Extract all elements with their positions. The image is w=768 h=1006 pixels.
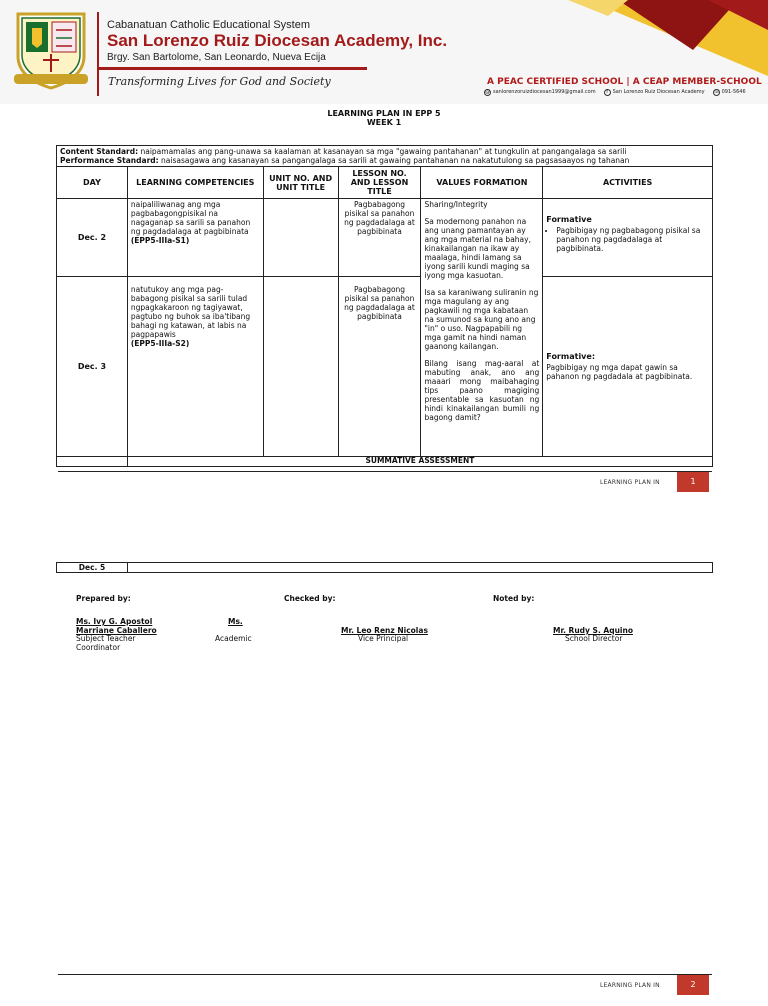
- competency-text: natutukoy ang mga pag-babagong pisikal sa sarili tulad ngpagkakaroon ng tagiyawat, pagtubo ng buhok sa iba'tibang bahagi ng katawan, at labis na pagpapawis: [130, 285, 251, 339]
- col-day: DAY: [57, 167, 128, 199]
- footer-label: LEARNING PLAN IN: [600, 982, 660, 989]
- content-standard-text: naipamamalas ang pang-unawa sa kaalaman at kasanayan sa mga "gawaing pantahanan" at tungkulin at pangangalaga sa sarili: [138, 147, 627, 156]
- activity-title: Formative: [546, 215, 592, 224]
- letterhead: [0, 0, 768, 104]
- activity-item: Pagbibigay ng mga dapat gawin sa pahanon ng pagdadala at pagbibinata.: [546, 363, 693, 381]
- learning-plan-table: [56, 145, 713, 467]
- table-row: [57, 199, 713, 277]
- coordinator-name: Marriane Caballero: [76, 626, 157, 635]
- school-address: Brgy. San Bartolome, San Leonardo, Nueva Ecija: [107, 52, 326, 63]
- col-competencies: LEARNING COMPETENCIES: [127, 167, 263, 199]
- school-name: San Lorenzo Ruiz Diocesan Academy, Inc.: [107, 31, 448, 50]
- activities-cell: [543, 199, 713, 277]
- col-lesson: LESSON NO. AND LESSON TITLE: [338, 167, 421, 199]
- header-rule: [97, 67, 367, 70]
- noted-label: Noted by:: [493, 594, 535, 603]
- school-system: Cabanatuan Catholic Educational System: [107, 19, 311, 31]
- standards-cell: [57, 146, 713, 167]
- plan-title: LEARNING PLAN IN EPP 5: [327, 109, 441, 118]
- activity-list: [556, 226, 709, 253]
- contact-row: [484, 89, 760, 96]
- prepared-title: Subject Teacher: [76, 634, 136, 643]
- vp-title: Vice Principal: [358, 634, 409, 643]
- values-cell: [421, 199, 543, 457]
- phone-icon: ☏: [713, 89, 720, 95]
- values-paragraph: Bilang isang mag-aaral at mabuting anak, ano ang maaari mong maibahaging tips paano magiging presentable sa kasuotan ng hindi kinakailangan bumili ng bagong damit?: [424, 359, 540, 422]
- coordinator-title-a: Academic: [215, 634, 252, 643]
- unit-cell: [263, 199, 338, 277]
- col-unit: UNIT NO. AND UNIT TITLE: [263, 167, 338, 199]
- values-paragraph: Isa sa karaniwang suliranin ng mga magulang ay ang pagkawili ng mga kabataan na sumunod sa kung ano ang "in" o uso. Nagpapabili ng mga gamit na hindi naman gaanong kailangan.: [424, 288, 539, 351]
- values-heading: Sharing/Integrity: [424, 200, 488, 209]
- coordinator-prefix: Ms.: [228, 617, 243, 626]
- email-text: sanlorenzoruizdiocesan1999@gmail.com: [493, 89, 596, 95]
- competency-code: (EPP5-IIIa-S1): [130, 236, 190, 245]
- unit-cell: [263, 277, 338, 457]
- footer-rule: [58, 471, 712, 472]
- phone-contact: [713, 89, 746, 96]
- email-icon: @: [485, 89, 490, 95]
- activity-item: • Pagbibigay ng pagbabagong pisikal sa panahon ng pagdadalaga at pagbibinata.: [556, 226, 709, 253]
- checked-label: Checked by:: [284, 594, 336, 603]
- performance-standard-text: naisasagawa ang kasanayan sa pangangalaga sa sarili at gawaing pantahanan na nakatutulong sa pagsasaayos ng tahanan: [158, 156, 630, 165]
- standards-row: [57, 146, 713, 167]
- performance-standard: [60, 156, 709, 165]
- content-standard-label: Content Standard:: [60, 147, 139, 156]
- dec5-day-cell: Dec. 5: [57, 563, 128, 572]
- lesson-cell: Pagbabagong pisikal sa panahon ng pagdadalaga at pagbibinata: [338, 277, 421, 457]
- summative-row: [57, 457, 713, 467]
- column-header-row: [57, 167, 713, 199]
- competency-code: (EPP5-IIIa-S2): [130, 339, 190, 348]
- facebook-icon: f: [604, 89, 611, 96]
- phone-text: 091-5646: [721, 89, 746, 95]
- facebook-contact: [604, 89, 705, 96]
- facebook-text: San Lorenzo Ruiz Diocesan Academy: [612, 89, 705, 95]
- day-cell: Dec. 2: [57, 199, 128, 277]
- summative-cell: SUMMATIVE ASSESSMENT: [127, 457, 712, 467]
- col-values: VALUES FORMATION: [421, 167, 543, 199]
- prepared-label: Prepared by:: [76, 594, 131, 603]
- activities-cell: [543, 277, 713, 457]
- lesson-cell: Pagbabagong pisikal sa panahon ng pagdadalaga at pagbibinata: [338, 199, 421, 277]
- content-standard: [60, 147, 709, 156]
- prepared-name: Ms. Ivy G. Apostol: [76, 617, 153, 626]
- vp-name: Mr. Leo Renz Nicolas: [341, 626, 428, 635]
- competency-text: naipaliliwanag ang mga pagbabagongpisikal na nagaganap sa sarili sa panahon ng pagdadalaga at pagbibinata: [130, 200, 251, 236]
- page-number-badge: 1: [677, 472, 709, 492]
- footer-label: LEARNING PLAN IN: [600, 479, 660, 486]
- footer-rule: [58, 974, 712, 975]
- school-motto: Transforming Lives for God and Society: [108, 75, 331, 88]
- email-contact: [484, 89, 596, 96]
- page-number-badge: 2: [677, 975, 709, 995]
- values-paragraph: Sa modernong panahon na ang unang pamantayan ay ang mga material na bahay, kinakailangan na ikaw ay maalaga, hindi lamang sa iyong sarili kundi maging sa iyong mga kasuotan.: [424, 217, 531, 280]
- header-divider-vertical: [97, 12, 99, 96]
- day-cell: Dec. 3: [57, 277, 128, 457]
- dec5-row: [56, 562, 713, 573]
- corner-decoration: [568, 0, 768, 76]
- summative-day-cell: [57, 457, 128, 467]
- plan-week: WEEK 1: [366, 118, 402, 127]
- school-seal-logo: [12, 8, 90, 92]
- accreditation-text: A PEAC CERTIFIED SCHOOL | A CEAP MEMBER-SCHOOL: [487, 77, 762, 87]
- col-activities: ACTIVITIES: [543, 167, 713, 199]
- coordinator-title-b: Coordinator: [76, 643, 121, 652]
- performance-standard-label: Performance Standard:: [60, 156, 159, 165]
- director-title: School Director: [565, 634, 623, 643]
- activity-title: Formative:: [546, 352, 596, 361]
- table-row: [57, 277, 713, 457]
- director-name: Mr. Rudy S. Aquino: [553, 626, 633, 635]
- competency-cell: [127, 199, 263, 277]
- competency-cell: [127, 277, 263, 457]
